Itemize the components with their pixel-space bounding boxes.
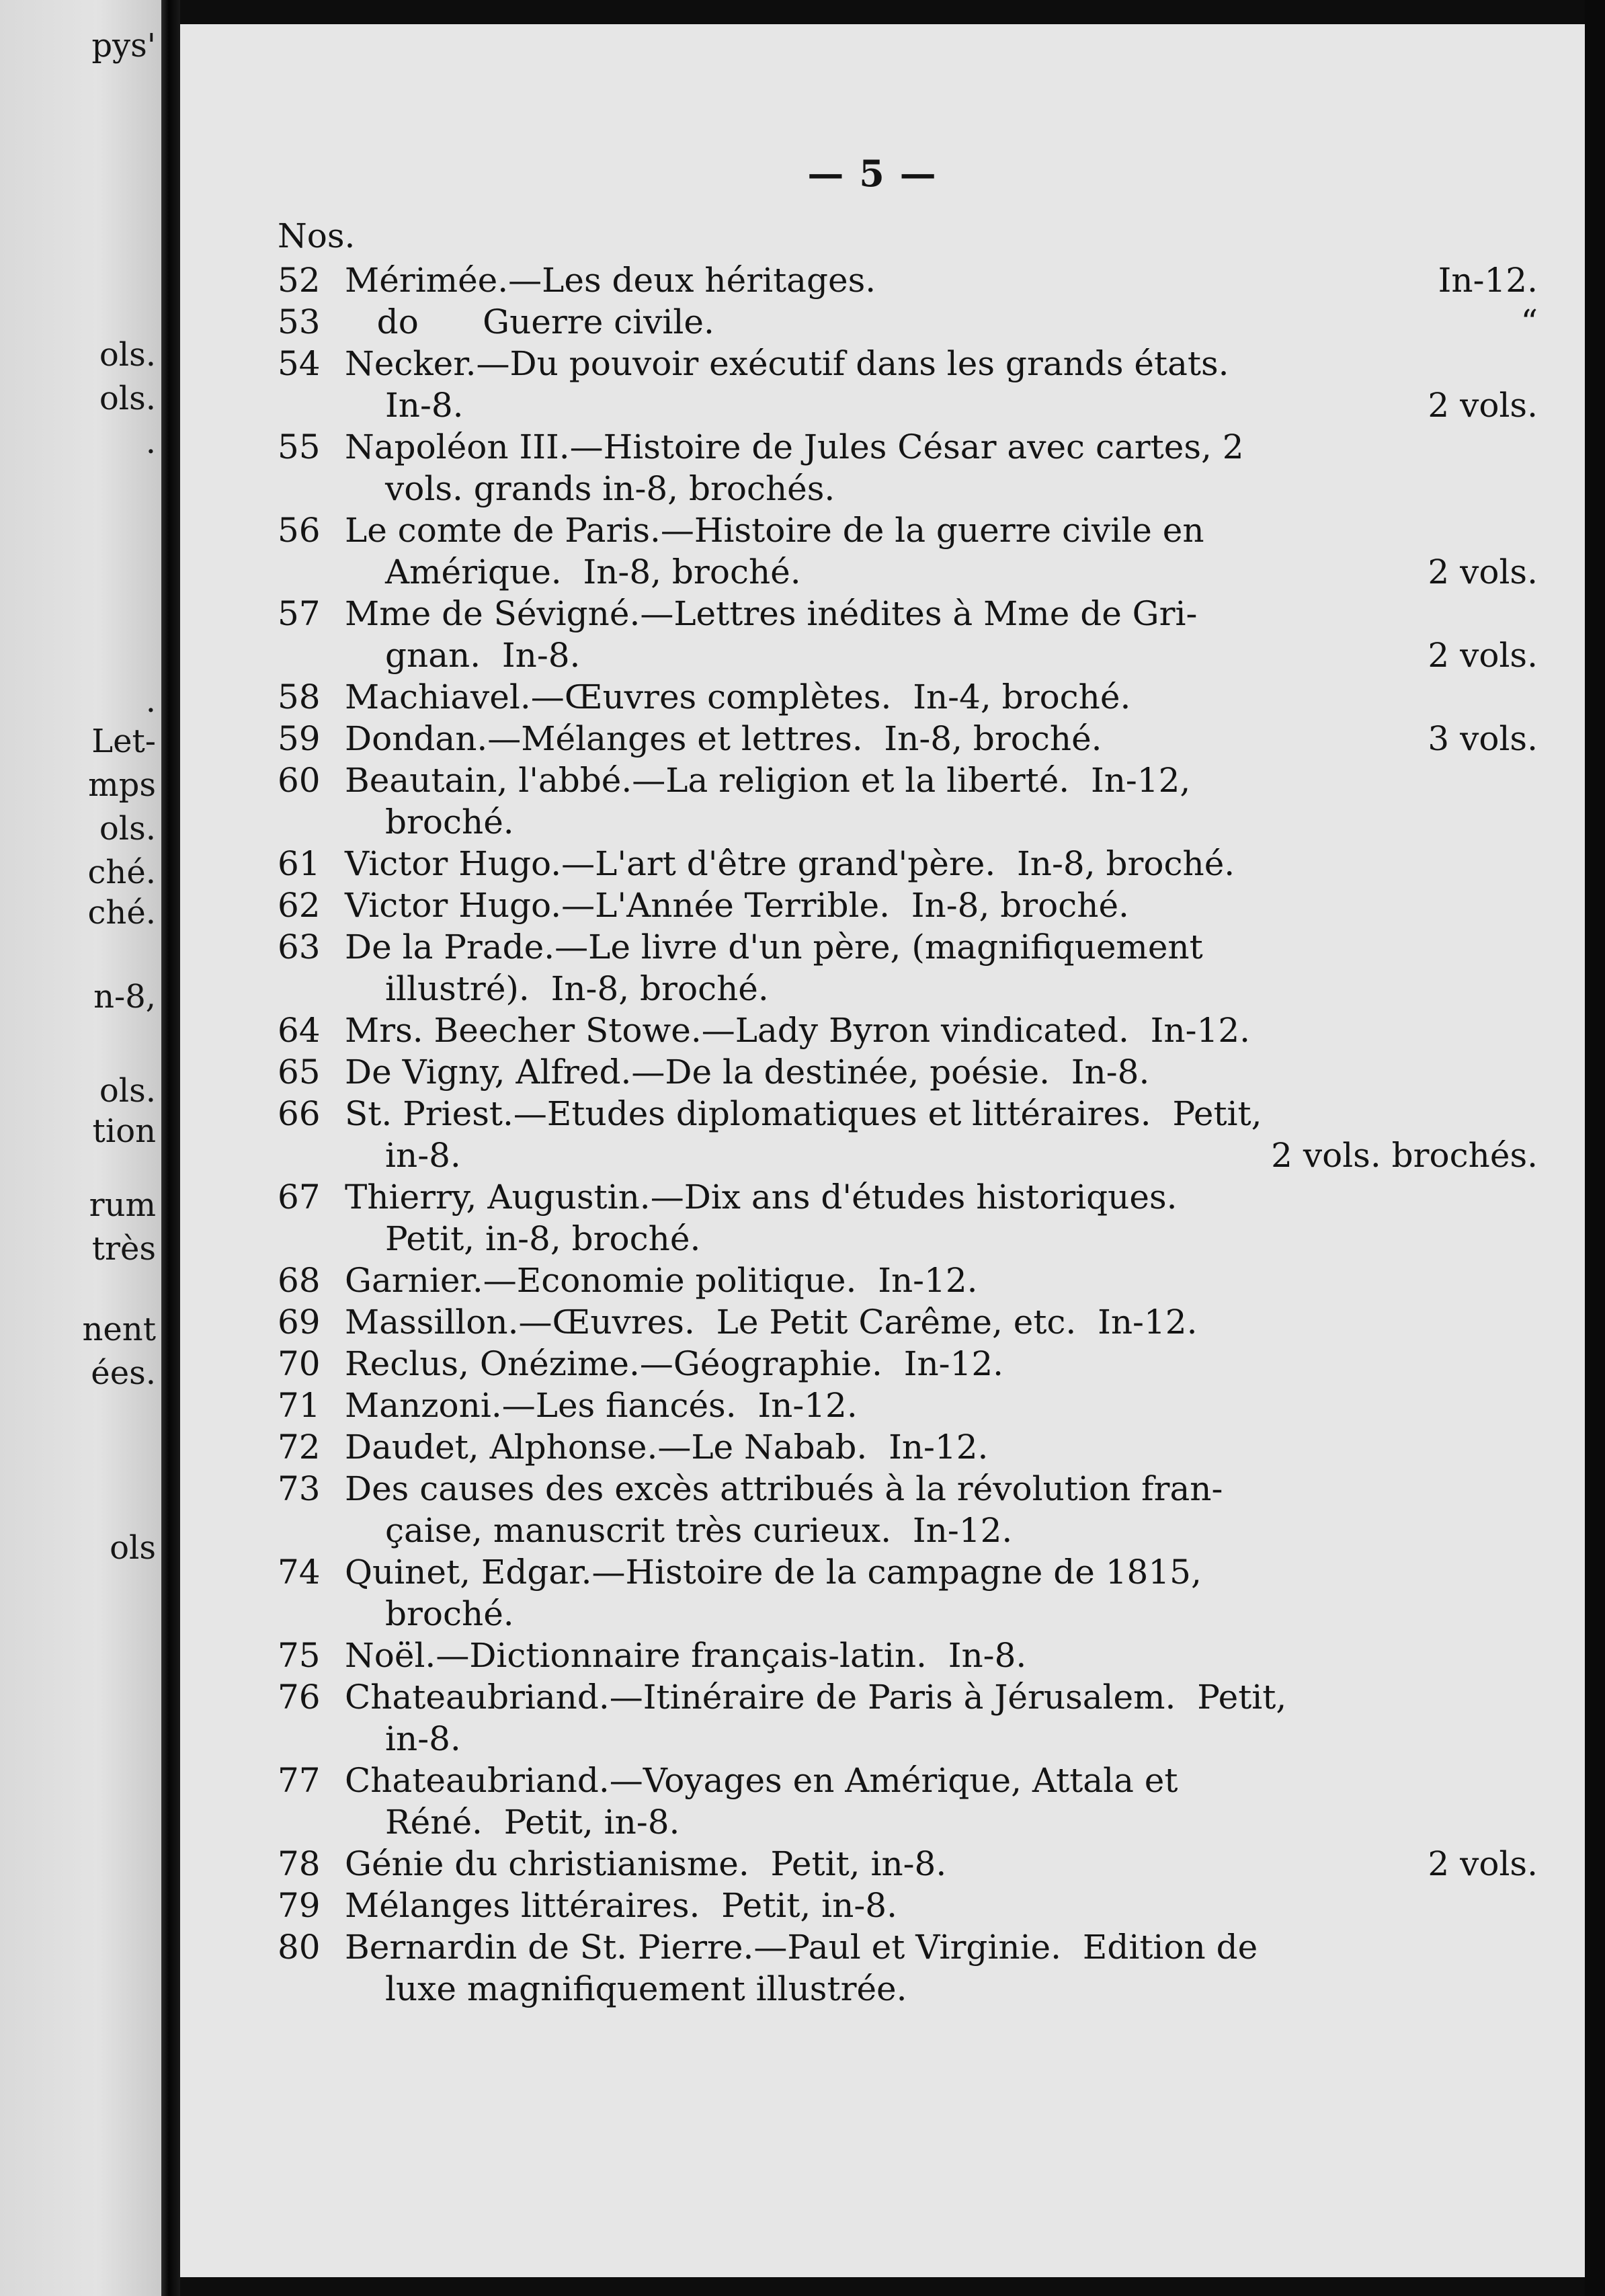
catalog-entry bbox=[278, 1635, 1551, 1676]
entry-format-note: 2 vols. bbox=[1428, 552, 1538, 591]
left-page-text-fragment: ols bbox=[110, 1529, 156, 1567]
catalog-entry bbox=[278, 1468, 1551, 1551]
entry-number: 52 bbox=[278, 261, 321, 300]
entry-format-note: 2 vols. bbox=[1428, 386, 1538, 425]
entry-text: Mélanges littéraires. Petit, in-8. bbox=[345, 1886, 897, 1925]
entry-line bbox=[345, 1760, 1551, 1801]
entry-format-note: 2 vols. bbox=[1428, 1844, 1538, 1883]
entry-line bbox=[345, 468, 1551, 509]
catalog-entry bbox=[278, 301, 1551, 343]
catalog-entry bbox=[278, 1760, 1551, 1843]
entry-text: De la Prade.—Le livre d'un père, (magnifiquement bbox=[345, 928, 1203, 967]
entry-text: Mrs. Beecher Stowe.—Lady Byron vindicated. In-12. bbox=[345, 1011, 1251, 1050]
left-page-text-fragment: rum bbox=[89, 1186, 156, 1224]
left-page-text-fragment: ols. bbox=[99, 1072, 156, 1110]
entry-text: Chateaubriand.—Itinéraire de Paris à Jérusalem. Petit, bbox=[345, 1678, 1287, 1717]
entry-text: in-8. bbox=[385, 1719, 461, 1758]
catalog-entry bbox=[278, 885, 1551, 926]
entry-text: Necker.—Du pouvoir exécutif dans les grands états. bbox=[345, 344, 1229, 383]
entry-number: 76 bbox=[278, 1678, 321, 1717]
entry-text: De Vigny, Alfred.—De la destinée, poésie. In-8. bbox=[345, 1053, 1150, 1092]
entry-number: 71 bbox=[278, 1386, 321, 1425]
catalog-entry bbox=[278, 259, 1551, 301]
entry-text: illustré). In-8, broché. bbox=[385, 969, 769, 1008]
entry-text: Mme de Sévigné.—Lettres inédites à Mme de Gri- bbox=[345, 594, 1198, 633]
entry-number: 78 bbox=[278, 1844, 321, 1883]
entry-text: broché. bbox=[385, 803, 514, 842]
entry-number: 63 bbox=[278, 928, 321, 967]
left-page-text-fragment: ols. bbox=[99, 336, 156, 374]
entry-text: Des causes des excès attribués à la révolution fran- bbox=[345, 1469, 1223, 1508]
entry-line bbox=[345, 1635, 1551, 1676]
entry-text: Amérique. In-8, broché. bbox=[385, 552, 801, 591]
entry-number: 59 bbox=[278, 719, 321, 758]
entry-line bbox=[345, 843, 1551, 885]
catalog-entry bbox=[278, 593, 1551, 676]
catalog-entry bbox=[278, 1176, 1551, 1260]
entry-line bbox=[345, 1176, 1551, 1218]
catalog-entry bbox=[278, 1551, 1551, 1635]
entry-text: Garnier.—Economie politique. In-12. bbox=[345, 1261, 978, 1300]
catalog-entry bbox=[278, 1843, 1551, 1885]
entry-text: in-8. bbox=[385, 1136, 461, 1175]
entry-line bbox=[345, 1010, 1551, 1051]
entry-number: 80 bbox=[278, 1928, 321, 1967]
entry-line bbox=[345, 426, 1551, 468]
entry-text: do Guerre civile. bbox=[345, 302, 714, 341]
left-page-text-fragment: ché. bbox=[87, 854, 156, 891]
entry-line bbox=[345, 1843, 1551, 1885]
column-header-numbers: Nos. bbox=[278, 216, 356, 255]
catalog-entry bbox=[278, 1385, 1551, 1426]
entry-number: 75 bbox=[278, 1636, 321, 1675]
entry-line bbox=[345, 1301, 1551, 1343]
catalog-entry bbox=[278, 676, 1551, 718]
entry-text: broché. bbox=[385, 1594, 514, 1633]
entry-number: 61 bbox=[278, 844, 321, 883]
left-page-text-fragment: Let- bbox=[91, 723, 156, 760]
entry-line bbox=[345, 1051, 1551, 1093]
entry-number: 69 bbox=[278, 1303, 321, 1342]
entry-line bbox=[345, 1093, 1551, 1135]
entry-text: Victor Hugo.—L'Année Terrible. In-8, broché. bbox=[345, 886, 1129, 925]
entry-text: In-8. bbox=[385, 386, 464, 425]
catalog-entry bbox=[278, 760, 1551, 843]
left-page-text-fragment: ols. bbox=[99, 810, 156, 848]
entry-line bbox=[345, 1135, 1551, 1176]
entry-text: Le comte de Paris.—Histoire de la guerre civile en bbox=[345, 511, 1204, 550]
entry-line bbox=[345, 885, 1551, 926]
catalog-entry bbox=[278, 1676, 1551, 1760]
catalog-entry bbox=[278, 718, 1551, 760]
entry-text: Machiavel.—Œuvres complètes. In-4, broché. bbox=[345, 678, 1131, 716]
entry-line bbox=[345, 1885, 1551, 1926]
entry-line bbox=[345, 801, 1551, 843]
entry-text: Daudet, Alphonse.—Le Nabab. In-12. bbox=[345, 1428, 989, 1467]
entry-line bbox=[345, 1718, 1551, 1760]
entry-text: vols. grands in-8, brochés. bbox=[385, 469, 835, 508]
entry-text: Noël.—Dictionnaire français-latin. In-8. bbox=[345, 1636, 1027, 1675]
entry-line bbox=[345, 1801, 1551, 1843]
catalog-entry bbox=[278, 1260, 1551, 1301]
entry-text: Réné. Petit, in-8. bbox=[385, 1803, 680, 1842]
entry-line bbox=[345, 760, 1551, 801]
entry-text: St. Priest.—Etudes diplomatiques et littéraires. Petit, bbox=[345, 1094, 1262, 1133]
entry-text: Bernardin de St. Pierre.—Paul et Virginie. Edition de bbox=[345, 1928, 1258, 1967]
entry-line bbox=[345, 1551, 1551, 1593]
catalog-entry bbox=[278, 1343, 1551, 1385]
right-scan-border bbox=[1585, 0, 1605, 2296]
entry-text: Mérimée.—Les deux héritages. bbox=[345, 261, 876, 300]
entry-number: 73 bbox=[278, 1469, 321, 1508]
book-gutter bbox=[161, 0, 180, 2296]
left-page-text-fragment: . bbox=[145, 423, 156, 461]
entry-text: Thierry, Augustin.—Dix ans d'études historiques. bbox=[345, 1178, 1178, 1217]
entry-line bbox=[345, 259, 1551, 301]
entry-line bbox=[345, 634, 1551, 676]
entry-line bbox=[345, 343, 1551, 384]
entry-line bbox=[345, 1343, 1551, 1385]
entry-text: Manzoni.—Les fiancés. In-12. bbox=[345, 1386, 858, 1425]
entry-number: 55 bbox=[278, 427, 321, 466]
entry-line bbox=[345, 1468, 1551, 1510]
catalog-page bbox=[180, 24, 1585, 2277]
entry-line bbox=[345, 1218, 1551, 1260]
left-page-text-fragment: nent bbox=[82, 1311, 156, 1348]
entry-number: 77 bbox=[278, 1761, 321, 1800]
left-page-text-fragment: très bbox=[91, 1230, 156, 1268]
entry-number: 70 bbox=[278, 1344, 321, 1383]
entry-line bbox=[345, 1593, 1551, 1635]
page-number: — 5 — bbox=[807, 152, 938, 195]
entry-number: 79 bbox=[278, 1886, 321, 1925]
left-facing-page-edge bbox=[0, 0, 161, 2296]
left-page-text-fragment: ées. bbox=[91, 1354, 156, 1392]
entry-text: Chateaubriand.—Voyages en Amérique, Attala et bbox=[345, 1761, 1178, 1800]
entry-line bbox=[345, 301, 1551, 343]
left-page-text-fragment: ché. bbox=[87, 894, 156, 932]
catalog-entry bbox=[278, 1051, 1551, 1093]
entry-number: 58 bbox=[278, 678, 321, 716]
left-page-text-fragment: tion bbox=[92, 1112, 156, 1150]
entry-text: Génie du christianisme. Petit, in-8. bbox=[345, 1844, 947, 1883]
left-page-text-fragment: ols. bbox=[99, 380, 156, 417]
entry-line bbox=[345, 1926, 1551, 1968]
entry-line bbox=[345, 718, 1551, 760]
catalog-entry bbox=[278, 426, 1551, 509]
catalog-entry bbox=[278, 1885, 1551, 1926]
catalog-entry bbox=[278, 1010, 1551, 1051]
entry-text: Petit, in-8, broché. bbox=[385, 1219, 701, 1258]
entry-line bbox=[345, 384, 1551, 426]
entry-number: 57 bbox=[278, 594, 321, 633]
catalog-entry bbox=[278, 343, 1551, 426]
entry-text: Napoléon III.—Histoire de Jules César avec cartes, 2 bbox=[345, 427, 1244, 466]
entry-format-note: 3 vols. bbox=[1428, 719, 1538, 758]
catalog-entry bbox=[278, 1426, 1551, 1468]
entry-format-note: In-12. bbox=[1438, 261, 1538, 300]
entry-line bbox=[345, 1385, 1551, 1426]
entry-number: 72 bbox=[278, 1428, 321, 1467]
entry-line bbox=[345, 676, 1551, 718]
entry-line bbox=[345, 968, 1551, 1010]
entry-text: Victor Hugo.—L'art d'être grand'père. In-8, broché. bbox=[345, 844, 1235, 883]
catalog-entry bbox=[278, 926, 1551, 1010]
left-page-text-fragment: pys' bbox=[91, 27, 156, 65]
entry-number: 68 bbox=[278, 1261, 321, 1300]
entry-line bbox=[345, 509, 1551, 551]
entry-text: Massillon.—Œuvres. Le Petit Carême, etc. In-12. bbox=[345, 1303, 1198, 1342]
catalog-entry bbox=[278, 1301, 1551, 1343]
entry-line bbox=[345, 1260, 1551, 1301]
entry-text: Reclus, Onézime.—Géographie. In-12. bbox=[345, 1344, 1004, 1383]
left-page-text-fragment: mps bbox=[88, 766, 156, 804]
entry-format-note: 2 vols. bbox=[1428, 636, 1538, 675]
entry-number: 62 bbox=[278, 886, 321, 925]
catalog-entry-list bbox=[278, 259, 1551, 2010]
entry-number: 74 bbox=[278, 1553, 321, 1592]
entry-line bbox=[345, 1676, 1551, 1718]
entry-number: 56 bbox=[278, 511, 321, 550]
entry-number: 67 bbox=[278, 1178, 321, 1217]
entry-text: gnan. In-8. bbox=[385, 636, 581, 675]
entry-number: 54 bbox=[278, 344, 321, 383]
entry-line bbox=[345, 1426, 1551, 1468]
entry-text: Beautain, l'abbé.—La religion et la liberté. In-12, bbox=[345, 761, 1191, 800]
entry-number: 53 bbox=[278, 302, 321, 341]
entry-line bbox=[345, 926, 1551, 968]
entry-text: Quinet, Edgar.—Histoire de la campagne de 1815, bbox=[345, 1553, 1202, 1592]
catalog-entry bbox=[278, 1926, 1551, 2010]
entry-line bbox=[345, 551, 1551, 593]
entry-line bbox=[345, 1510, 1551, 1551]
entry-number: 64 bbox=[278, 1011, 321, 1050]
entry-number: 66 bbox=[278, 1094, 321, 1133]
entry-text: Dondan.—Mélanges et lettres. In-8, broché. bbox=[345, 719, 1102, 758]
entry-format-note: 2 vols. brochés. bbox=[1271, 1136, 1538, 1175]
entry-line bbox=[345, 593, 1551, 634]
left-page-text-fragment: . bbox=[145, 682, 156, 720]
entry-text: luxe magnifiquement illustrée. bbox=[385, 1969, 907, 2008]
catalog-entry bbox=[278, 509, 1551, 593]
entry-number: 60 bbox=[278, 761, 321, 800]
catalog-entry bbox=[278, 843, 1551, 885]
left-page-text-fragment: n-8, bbox=[93, 978, 156, 1016]
entry-text: çaise, manuscrit très curieux. In-12. bbox=[385, 1511, 1013, 1550]
entry-line bbox=[345, 1968, 1551, 2010]
entry-number: 65 bbox=[278, 1053, 321, 1092]
catalog-entry bbox=[278, 1093, 1551, 1176]
entry-format-note: “ bbox=[1520, 302, 1538, 341]
